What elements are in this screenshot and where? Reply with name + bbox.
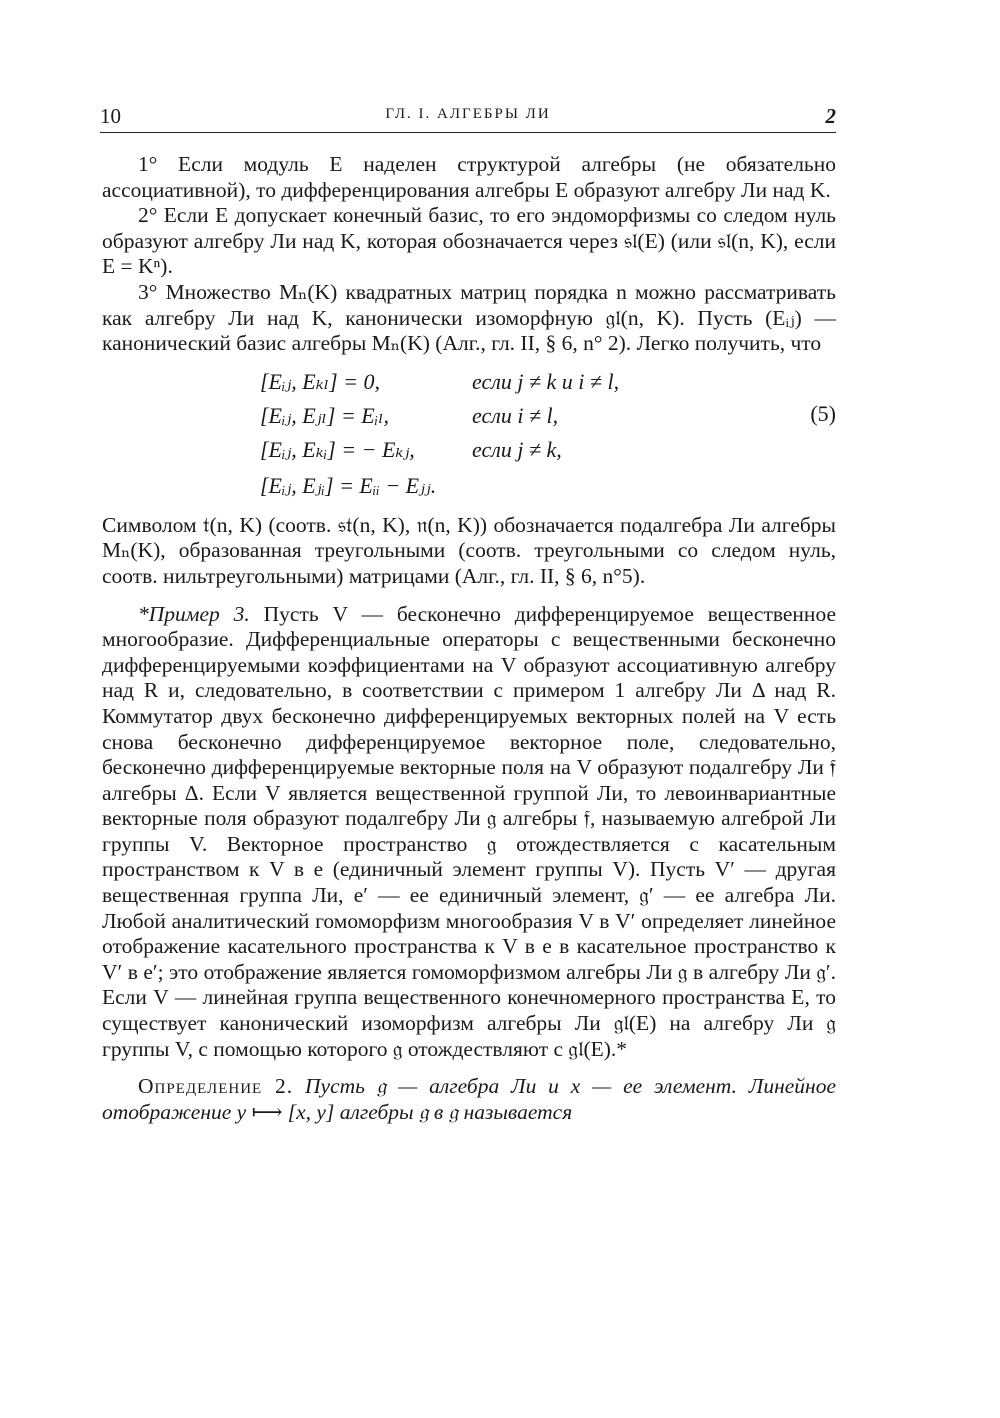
example-text: Пусть V — бесконечно дифференцируемое вещественное многообразие. Дифференциальные операторы с вещественными бесконечно дифференцируемыми коэффициентами на V образуют ассоциативную алгебру над R и, следовательно, в соответствии с примером 1 алгебру Ли Δ над R. Коммутатор двух бесконечно дифференцируемых векторных полей на V есть снова бесконечно дифференцируемое векторное поле, следовательно, бесконечно дифференцируемые векторные поля на V образуют подалгебру Ли 𝔣 алгебры Δ. Если V является вещественной группой Ли, то левоинвариантные векторные поля образуют подалгебру Ли 𝔤 алгебры 𝔣, называемую алгеброй Ли группы V. Векторное пространство 𝔤 отождествляется с касательным пространством к V в e (единичный элемент группы V). Пусть V′ — другая вещественная группа Ли, e′ — ее единичный элемент, 𝔤′ — ее алгебра Ли. Любой аналитический гомоморфизм многообразия V в V′ определяет линейное отображение касательного пространства к V в e в касательное пространство к V′ в e′; это отображение является гомоморфизмом алгебры Ли 𝔤 в алгебру Ли 𝔤′. Если V — линейная группа вещественного конечномерного пространства E, то существует канонический изоморфизм алгебры Ли 𝔤𝔩(E) на алгебру Ли 𝔤 группы V, с помощью которого 𝔤 отождествляют с 𝔤𝔩(E).*	[102, 601, 836, 1061]
formula-equation: [Eᵢⱼ, Eⱼᵢ] = Eᵢᵢ − Eⱼⱼ.	[260, 472, 437, 498]
definition-text: Пусть 𝔤 — алгебра Ли и x — ее элемент. Линейное отображение y ⟼ [x, y] алгебры 𝔤 в 𝔤 называется	[102, 1074, 837, 1124]
formula-line-4	[260, 473, 472, 499]
definition-label: Определение 2.	[138, 1074, 294, 1099]
paragraph-2: 2° Если E допускает конечный базис, то его эндоморфизмы со следом нуль образуют алгебру Ли над K, которая обозначается через 𝔰𝔩(E) (или 𝔰𝔩(n, K), если E = Kⁿ).	[102, 203, 836, 279]
example-label: *Пример 3.	[138, 601, 250, 626]
formula-equation: [Eᵢⱼ, Eₖₗ] = 0,	[260, 368, 381, 394]
formula-line-2	[260, 403, 558, 429]
formula-condition: если j ≠ k,	[472, 436, 562, 462]
running-header	[100, 104, 836, 132]
formula-equation: [Eᵢⱼ, Eₖᵢ] = − Eₖⱼ,	[260, 436, 415, 462]
paragraph-1: 1° Если модуль E наделен структурой алгебры (не обязательно ассоциативной), то дифференцирования алгебры E образуют алгебру Ли над K.	[102, 152, 836, 202]
paragraph-3: 3° Множество Mₙ(K) квадратных матриц порядка n можно рассматривать как алгебру Ли над K, канонически изоморфную 𝔤𝔩(n, K). Пусть (Eᵢⱼ) — канонический базис алгебры Mₙ(K) (Алг., гл. II, § 6, n° 2). Легко получить, что	[102, 279, 836, 356]
paragraph-4: Символом 𝔱(n, K) (соотв. 𝔰𝔱(n, K), 𝔫(n, K)) обозначается подалгебра Ли алгебры Mₙ(K), образованная треугольными (соотв. треугольными со следом нуль, соотв. нильтреугольными) матрицами (Алг., гл. II, § 6, n°5).	[102, 512, 836, 588]
section-mark: 2	[825, 104, 836, 128]
definition-2	[102, 1074, 836, 1125]
example-3	[102, 602, 836, 1063]
formula-condition: если j ≠ k и i ≠ l,	[472, 368, 620, 394]
formula-line-1	[260, 369, 619, 395]
formula-line-3	[260, 437, 562, 463]
chapter-title: ГЛ. I. АЛГЕБРЫ ЛИ	[385, 106, 551, 122]
formula-condition: если i ≠ l,	[472, 402, 559, 428]
header-rule	[100, 132, 836, 133]
formula-number: (5)	[810, 400, 836, 426]
formula-equation: [Eᵢⱼ, Eⱼₗ] = Eᵢₗ,	[260, 402, 390, 428]
formula-block-5	[102, 361, 836, 507]
page-body	[102, 152, 836, 1125]
page-number: 10	[100, 104, 121, 128]
spacer	[102, 590, 836, 602]
spacer	[102, 1062, 836, 1074]
